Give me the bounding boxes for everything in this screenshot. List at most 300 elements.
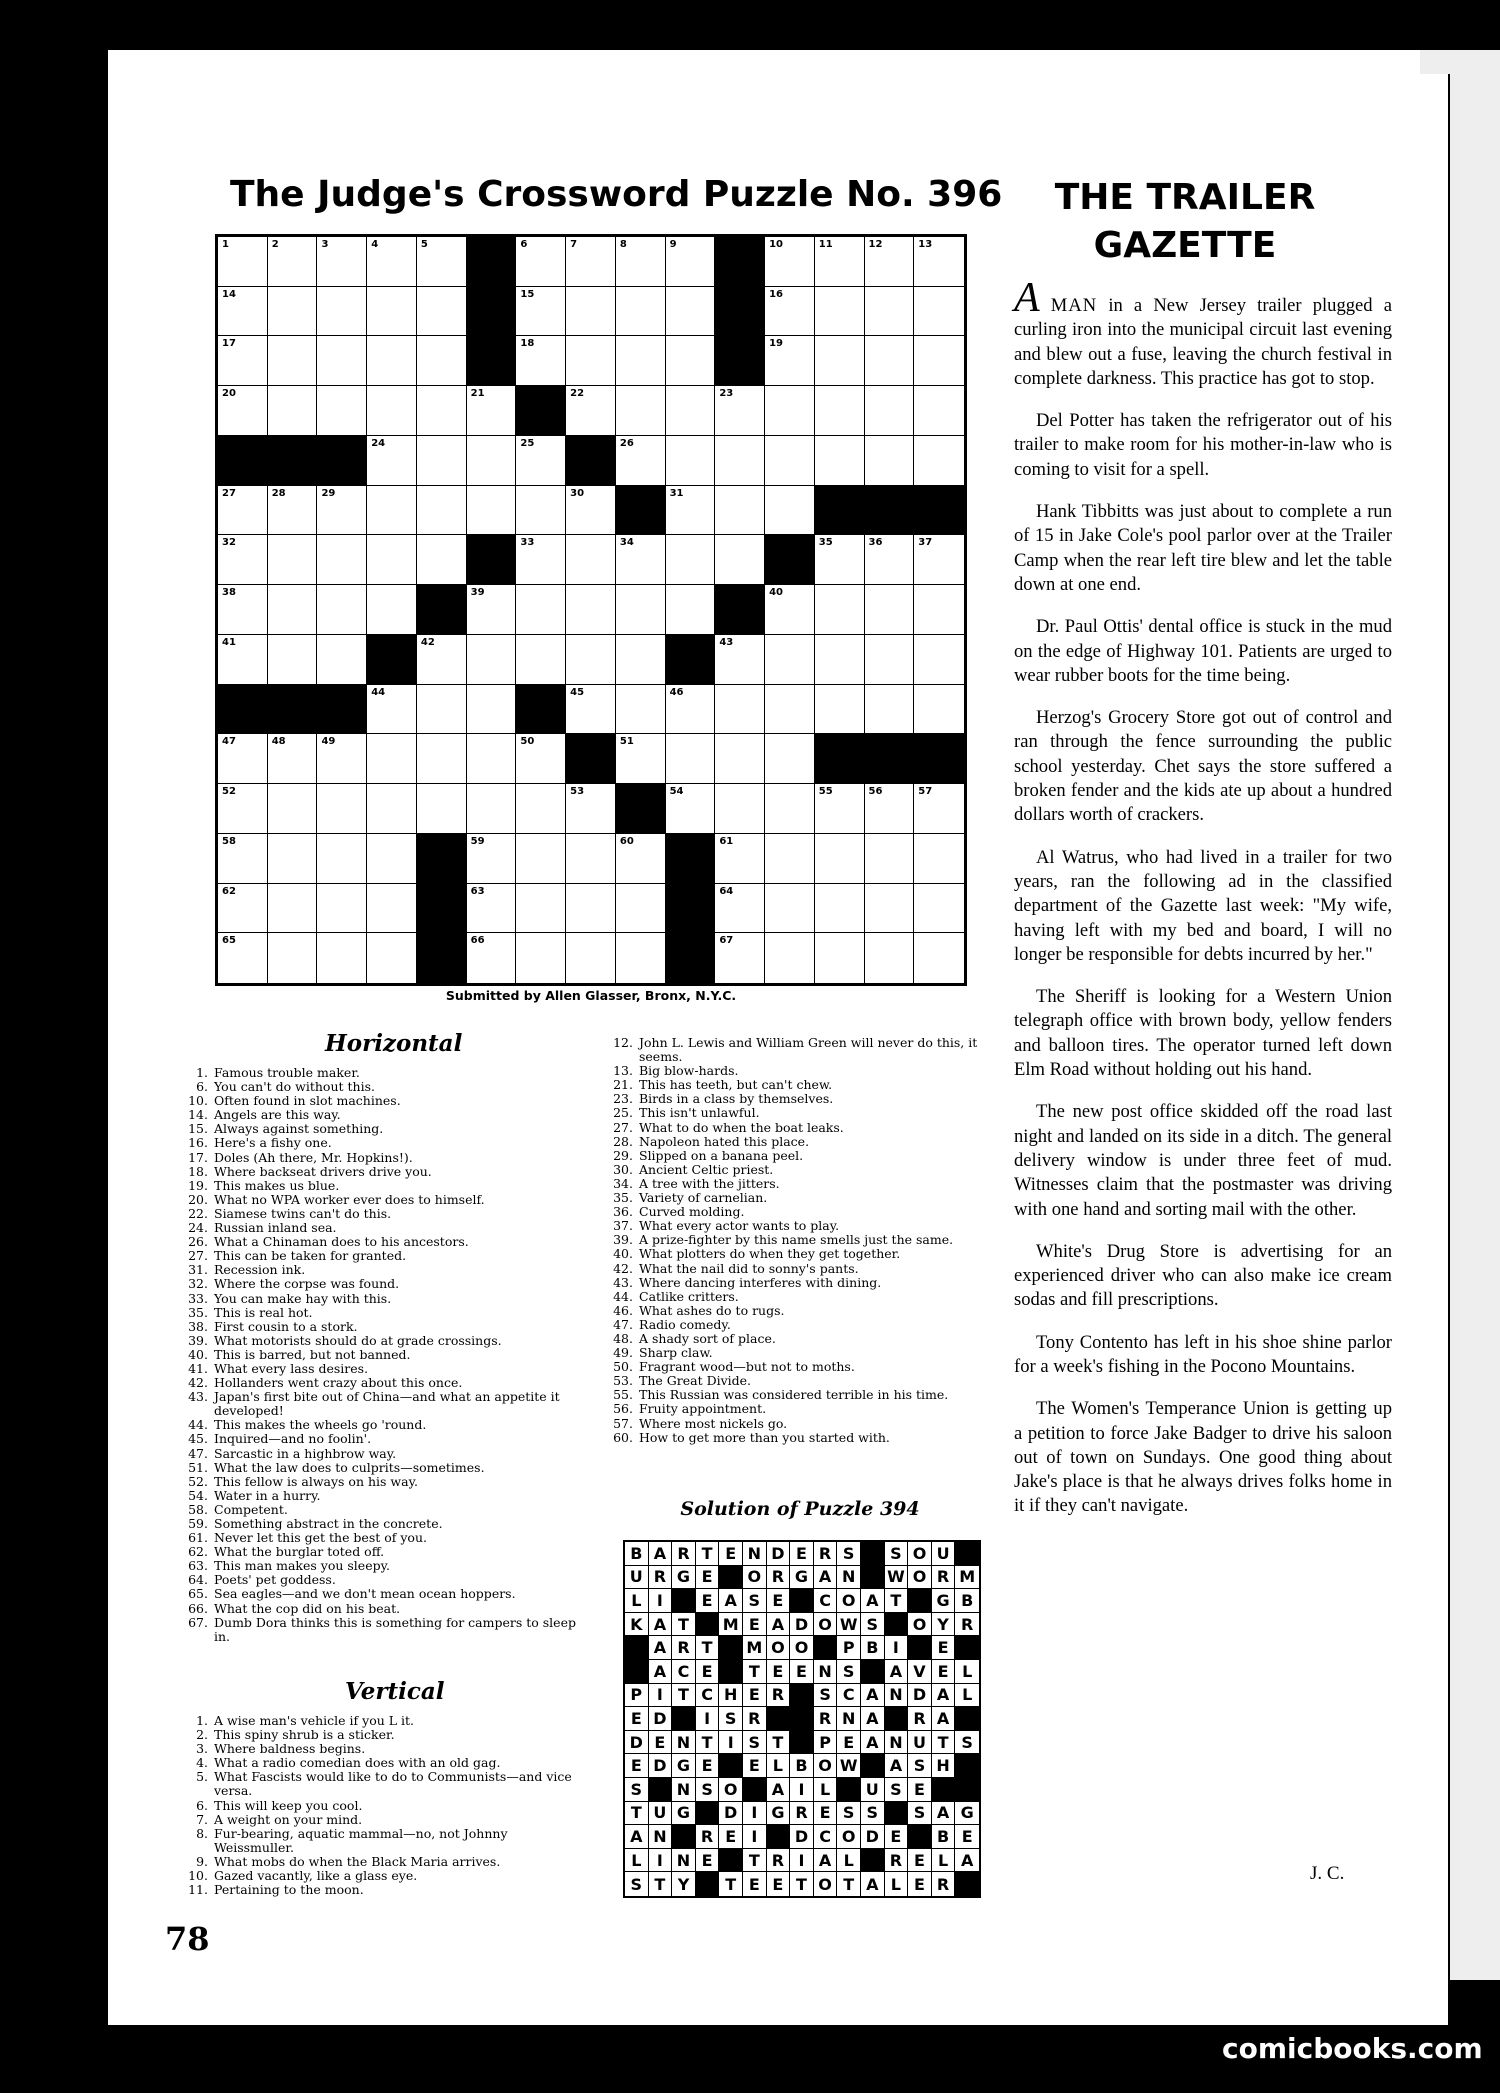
grid-cell bbox=[467, 585, 517, 635]
solution-cell bbox=[696, 1613, 720, 1637]
grid-cell bbox=[865, 486, 915, 536]
horizontal-clue bbox=[180, 1390, 580, 1418]
grid-cell bbox=[914, 237, 964, 287]
horizontal-clue bbox=[180, 1432, 580, 1446]
vertical-clue bbox=[605, 1318, 990, 1332]
grid-cell bbox=[865, 535, 915, 585]
clue-text: This is barred, but not banned. bbox=[214, 1346, 411, 1362]
solution-cell: A bbox=[861, 1872, 885, 1896]
solution-cell bbox=[955, 1707, 979, 1731]
cell-number: 1 bbox=[222, 239, 229, 250]
clue-number: 30. bbox=[613, 1161, 633, 1177]
grid-cell bbox=[367, 734, 417, 784]
solution-cell: K bbox=[625, 1613, 649, 1637]
gazette-paragraph: Herzog's Grocery Store got out of control and ran through the fence surrounding the public school yesterday. Chet says the store suffered a broken fender and the kids ate up about a hundred dollars worth of crackers. bbox=[1014, 707, 1392, 826]
solution-cell bbox=[955, 1542, 979, 1566]
grid-cell bbox=[417, 237, 467, 287]
grid-cell bbox=[218, 336, 268, 386]
grid-cell bbox=[268, 237, 318, 287]
grid-cell bbox=[516, 336, 566, 386]
grid-cell bbox=[467, 287, 517, 337]
vertical-clue bbox=[605, 1191, 990, 1205]
clue-text: Japan's first bite out of China—and what an appetite it developed! bbox=[214, 1389, 560, 1419]
grid-cell bbox=[268, 635, 318, 685]
clue-text: Where dancing interferes with dining. bbox=[639, 1274, 882, 1290]
solution-cell: W bbox=[837, 1613, 861, 1637]
clue-number: 51. bbox=[188, 1459, 208, 1475]
solution-cell: E bbox=[696, 1660, 720, 1684]
solution-cell bbox=[767, 1825, 791, 1849]
solution-cell: R bbox=[814, 1707, 838, 1731]
horizontal-clue bbox=[180, 1320, 580, 1334]
grid-cell bbox=[865, 635, 915, 685]
cell-number: 41 bbox=[222, 636, 236, 648]
clue-text: Often found in slot machines. bbox=[214, 1093, 401, 1109]
grid-cell bbox=[566, 734, 616, 784]
grid-cell bbox=[268, 784, 318, 834]
grid-cell bbox=[367, 585, 417, 635]
grid-cell bbox=[815, 585, 865, 635]
grid-cell bbox=[218, 486, 268, 536]
clue-text: Where the corpse was found. bbox=[214, 1276, 400, 1292]
vertical-clue bbox=[605, 1064, 990, 1078]
cell-number: 61 bbox=[719, 835, 734, 847]
clue-text: Inquired—and no foolin'. bbox=[214, 1431, 372, 1447]
solution-cell: T bbox=[837, 1872, 861, 1896]
vertical-clue bbox=[180, 1855, 580, 1869]
grid-cell bbox=[268, 535, 318, 585]
solution-cell: B bbox=[790, 1754, 814, 1778]
solution-cell: H bbox=[932, 1754, 956, 1778]
clue-text: What the law does to culprits—sometimes. bbox=[214, 1459, 485, 1475]
solution-cell: S bbox=[625, 1872, 649, 1896]
clue-text: Angels are this way. bbox=[214, 1107, 341, 1123]
grid-cell bbox=[865, 386, 915, 436]
grid-cell bbox=[865, 784, 915, 834]
cell-number: 35 bbox=[818, 537, 833, 549]
solution-cell: A bbox=[649, 1660, 673, 1684]
grid-cell bbox=[317, 535, 367, 585]
grid-cell bbox=[865, 237, 915, 287]
horizontal-clue bbox=[180, 1447, 580, 1461]
solution-cell: I bbox=[649, 1684, 673, 1708]
gazette-title-line-2: GAZETTE bbox=[1093, 225, 1277, 266]
clue-number: 4. bbox=[196, 1755, 208, 1771]
clue-text: This spiny shrub is a sticker. bbox=[214, 1727, 395, 1743]
clue-text: Dumb Dora thinks this is something for campers to sleep in. bbox=[214, 1614, 576, 1644]
cell-number: 37 bbox=[918, 537, 933, 549]
vertical-clue bbox=[180, 1728, 580, 1742]
cell-number: 23 bbox=[719, 388, 734, 400]
clue-number: 31. bbox=[188, 1262, 208, 1278]
solution-cell bbox=[719, 1636, 743, 1660]
clue-text: This has teeth, but can't chew. bbox=[639, 1077, 833, 1093]
clue-text: Pertaining to the moon. bbox=[214, 1882, 364, 1898]
clue-number: 58. bbox=[188, 1501, 208, 1517]
grid-cell bbox=[516, 635, 566, 685]
clue-number: 35. bbox=[613, 1190, 633, 1206]
clue-text: Ancient Celtic priest. bbox=[639, 1161, 774, 1177]
grid-cell bbox=[715, 585, 765, 635]
clue-number: 60. bbox=[613, 1429, 633, 1445]
grid-cell bbox=[765, 884, 815, 934]
horizontal-clue bbox=[180, 1376, 580, 1390]
solution-cell bbox=[861, 1566, 885, 1590]
grid-cell bbox=[317, 486, 367, 536]
gazette-title bbox=[1000, 174, 1370, 270]
solution-cell: R bbox=[649, 1566, 673, 1590]
vertical-clue bbox=[605, 1304, 990, 1318]
solution-cell: E bbox=[908, 1849, 932, 1873]
clue-number: 45. bbox=[188, 1431, 208, 1447]
solution-cell: D bbox=[625, 1731, 649, 1755]
clue-number: 14. bbox=[188, 1107, 208, 1123]
clue-number: 61. bbox=[188, 1530, 208, 1546]
grid-cell bbox=[516, 784, 566, 834]
grid-cell bbox=[417, 336, 467, 386]
solution-cell: N bbox=[672, 1731, 696, 1755]
grid-cell bbox=[914, 436, 964, 486]
clue-number: 54. bbox=[188, 1487, 208, 1503]
clue-text: A wise man's vehicle if you L it. bbox=[214, 1713, 415, 1728]
cell-number: 26 bbox=[619, 437, 634, 449]
clue-text: A tree with the jitters. bbox=[639, 1175, 780, 1191]
solution-cell: D bbox=[861, 1825, 885, 1849]
cell-number: 32 bbox=[222, 537, 236, 549]
solution-cell bbox=[719, 1754, 743, 1778]
clue-number: 48. bbox=[613, 1330, 633, 1346]
horizontal-clue bbox=[180, 1334, 580, 1348]
solution-cell: P bbox=[814, 1731, 838, 1755]
solution-cell: U bbox=[649, 1802, 673, 1826]
cell-number: 54 bbox=[669, 786, 684, 798]
grid-cell bbox=[516, 734, 566, 784]
grid-cell bbox=[218, 535, 268, 585]
clue-text: Fragrant wood—but not to moths. bbox=[639, 1359, 855, 1375]
solution-cell: A bbox=[767, 1778, 791, 1802]
horizontal-clue bbox=[180, 1207, 580, 1221]
solution-cell: C bbox=[814, 1825, 838, 1849]
clue-text: This man makes you sleepy. bbox=[214, 1558, 390, 1574]
clue-text: Variety of carnelian. bbox=[639, 1190, 768, 1206]
cell-number: 44 bbox=[371, 686, 386, 698]
solution-cell: E bbox=[719, 1825, 743, 1849]
clue-number: 63. bbox=[188, 1558, 208, 1574]
cell-number: 10 bbox=[769, 239, 783, 250]
clue-number: 42. bbox=[613, 1260, 633, 1276]
grid-cell bbox=[467, 336, 517, 386]
clue-number: 38. bbox=[188, 1318, 208, 1334]
horizontal-clue bbox=[180, 1066, 580, 1080]
grid-cell bbox=[218, 585, 268, 635]
grid-cell bbox=[914, 336, 964, 386]
cell-number: 15 bbox=[520, 288, 535, 300]
solution-cell: O bbox=[743, 1566, 767, 1590]
gazette-title-line-1: THE TRAILER bbox=[1054, 177, 1316, 218]
grid-cell bbox=[666, 884, 716, 934]
gazette-paragraph: Hank Tibbitts was just about to complete a run of 15 in Jake Cole's pool parlor over at the Trailer Camp when the rear left tire blew and let the table down at one end. bbox=[1014, 501, 1392, 595]
grid-cell bbox=[516, 884, 566, 934]
solution-cell bbox=[719, 1566, 743, 1590]
clue-text: This makes us blue. bbox=[214, 1177, 340, 1193]
solution-cell bbox=[885, 1613, 909, 1637]
clue-text: This is real hot. bbox=[214, 1304, 313, 1320]
solution-cell bbox=[908, 1636, 932, 1660]
grid-cell bbox=[467, 734, 517, 784]
solution-cell: S bbox=[837, 1542, 861, 1566]
grid-cell bbox=[666, 436, 716, 486]
solution-cell: B bbox=[955, 1589, 979, 1613]
grid-cell bbox=[914, 933, 964, 983]
clue-text: What a Chinaman does to his ancestors. bbox=[214, 1234, 469, 1250]
solution-cell: R bbox=[696, 1825, 720, 1849]
clue-number: 26. bbox=[188, 1234, 208, 1250]
clue-number: 9. bbox=[196, 1853, 208, 1869]
clue-number: 64. bbox=[188, 1572, 208, 1588]
solution-cell: R bbox=[743, 1707, 767, 1731]
clue-text: Catlike critters. bbox=[639, 1288, 739, 1304]
clue-number: 44. bbox=[613, 1288, 633, 1304]
grid-cell bbox=[765, 635, 815, 685]
vertical-clue bbox=[605, 1219, 990, 1233]
solution-cell: E bbox=[696, 1754, 720, 1778]
solution-cell: I bbox=[790, 1778, 814, 1802]
grid-cell bbox=[815, 834, 865, 884]
grid-cell bbox=[467, 237, 517, 287]
cell-number: 50 bbox=[520, 736, 535, 748]
horizontal-clue bbox=[180, 1122, 580, 1136]
cell-number: 13 bbox=[918, 239, 933, 250]
grid-cell bbox=[914, 535, 964, 585]
solution-cell: O bbox=[767, 1636, 791, 1660]
clue-text: The Great Divide. bbox=[639, 1373, 752, 1389]
solution-cell: C bbox=[837, 1684, 861, 1708]
vertical-clue bbox=[605, 1036, 990, 1064]
vertical-clue bbox=[605, 1431, 990, 1445]
horizontal-clue bbox=[180, 1573, 580, 1587]
grid-cell bbox=[367, 933, 417, 983]
grid-cell bbox=[317, 336, 367, 386]
clue-number: 33. bbox=[188, 1290, 208, 1306]
grid-cell bbox=[914, 386, 964, 436]
vertical-clue bbox=[605, 1247, 990, 1261]
solution-cell: O bbox=[814, 1872, 838, 1896]
vertical-clue-list bbox=[180, 1714, 580, 1897]
solution-cell: U bbox=[861, 1778, 885, 1802]
grid-cell bbox=[666, 486, 716, 536]
grid-cell bbox=[616, 535, 666, 585]
solution-cell: N bbox=[885, 1684, 909, 1708]
grid-cell bbox=[317, 585, 367, 635]
grid-cell bbox=[317, 635, 367, 685]
grid-cell bbox=[616, 734, 666, 784]
solution-cell bbox=[743, 1778, 767, 1802]
clue-number: 6. bbox=[196, 1797, 208, 1813]
vertical-clue bbox=[605, 1346, 990, 1360]
vertical-clue-list-continued bbox=[605, 1036, 990, 1445]
clue-text: What the cop did on his beat. bbox=[214, 1600, 401, 1616]
grid-cell bbox=[715, 237, 765, 287]
grid-cell bbox=[367, 386, 417, 436]
solution-cell: L bbox=[814, 1778, 838, 1802]
grid-cell bbox=[616, 933, 666, 983]
grid-cell bbox=[218, 635, 268, 685]
clue-text: John L. Lewis and William Green will never do this, it seems. bbox=[639, 1035, 978, 1065]
adjacent-page-edge bbox=[1450, 50, 1500, 1980]
solution-cell: R bbox=[672, 1636, 696, 1660]
grid-cell bbox=[417, 436, 467, 486]
vertical-clue bbox=[605, 1163, 990, 1177]
clue-text: This can be taken for granted. bbox=[214, 1248, 407, 1264]
grid-cell bbox=[616, 884, 666, 934]
grid-cell bbox=[666, 734, 716, 784]
solution-cell bbox=[625, 1636, 649, 1660]
horizontal-clue bbox=[180, 1348, 580, 1362]
grid-cell bbox=[516, 486, 566, 536]
vertical-heading: Vertical bbox=[345, 1678, 445, 1705]
solution-cell: C bbox=[696, 1684, 720, 1708]
clue-number: 1. bbox=[196, 1065, 208, 1080]
grid-cell bbox=[417, 734, 467, 784]
grid-cell bbox=[566, 585, 616, 635]
solution-cell: C bbox=[814, 1589, 838, 1613]
cell-number: 43 bbox=[719, 636, 734, 648]
clue-number: 34. bbox=[613, 1175, 633, 1191]
clue-number: 11. bbox=[188, 1882, 208, 1898]
horizontal-clue bbox=[180, 1249, 580, 1263]
grid-cell bbox=[317, 734, 367, 784]
clue-text: What motorists should do at grade crossings. bbox=[214, 1332, 502, 1348]
solution-cell: P bbox=[625, 1684, 649, 1708]
clue-number: 50. bbox=[613, 1359, 633, 1375]
cell-number: 28 bbox=[271, 487, 286, 499]
grid-cell bbox=[467, 486, 517, 536]
vertical-clue bbox=[180, 1770, 580, 1798]
clue-number: 39. bbox=[188, 1332, 208, 1348]
solution-cell: G bbox=[672, 1566, 696, 1590]
grid-cell bbox=[914, 486, 964, 536]
cell-number: 63 bbox=[470, 885, 485, 897]
grid-cell bbox=[218, 386, 268, 436]
clue-text: Here's a fishy one. bbox=[214, 1135, 332, 1151]
solution-cell bbox=[908, 1825, 932, 1849]
grid-cell bbox=[715, 436, 765, 486]
grid-cell bbox=[566, 933, 616, 983]
cell-number: 52 bbox=[222, 786, 236, 798]
grid-cell bbox=[914, 287, 964, 337]
cell-number: 53 bbox=[570, 786, 585, 798]
gazette-paragraph-lead bbox=[1014, 275, 1392, 391]
solution-cell: E bbox=[767, 1589, 791, 1613]
clue-number: 29. bbox=[613, 1147, 633, 1163]
cell-number: 60 bbox=[619, 835, 634, 847]
clue-number: 25. bbox=[613, 1105, 633, 1121]
vertical-clue bbox=[605, 1106, 990, 1120]
grid-cell bbox=[666, 287, 716, 337]
lead-text: in a New Jersey trailer plugged a curling iron into the municipal circuit last evening and blew out a fuse, leaving the church festival in complete darkness. This practice has got to stop. bbox=[1014, 295, 1392, 389]
cell-number: 47 bbox=[222, 736, 236, 748]
clue-text: You can't do without this. bbox=[214, 1079, 375, 1095]
clue-text: What every lass desires. bbox=[214, 1360, 369, 1376]
solution-cell: S bbox=[743, 1589, 767, 1613]
horizontal-clue bbox=[180, 1531, 580, 1545]
grid-cell bbox=[367, 436, 417, 486]
clue-number: 27. bbox=[613, 1119, 633, 1135]
grid-cell bbox=[367, 287, 417, 337]
horizontal-clue-list bbox=[180, 1066, 580, 1644]
clue-text: Where most nickels go. bbox=[639, 1415, 788, 1431]
grid-cell bbox=[467, 535, 517, 585]
grid-cell bbox=[566, 486, 616, 536]
solution-cell bbox=[955, 1778, 979, 1802]
clue-text: Fruity appointment. bbox=[639, 1401, 767, 1417]
vertical-clue bbox=[605, 1332, 990, 1346]
clue-number: 22. bbox=[188, 1205, 208, 1221]
horizontal-clue bbox=[180, 1587, 580, 1601]
grid-cell bbox=[914, 834, 964, 884]
grid-cell bbox=[367, 535, 417, 585]
solution-cell: R bbox=[767, 1566, 791, 1590]
grid-cell bbox=[417, 784, 467, 834]
solution-cell: A bbox=[649, 1636, 673, 1660]
grid-cell bbox=[218, 784, 268, 834]
grid-cell bbox=[516, 933, 566, 983]
solution-cell: T bbox=[696, 1731, 720, 1755]
clue-number: 55. bbox=[613, 1387, 633, 1403]
solution-cell: A bbox=[649, 1542, 673, 1566]
solution-cell: T bbox=[767, 1731, 791, 1755]
vertical-clue bbox=[605, 1205, 990, 1219]
clue-number: 5. bbox=[196, 1769, 208, 1785]
grid-cell bbox=[616, 486, 666, 536]
clue-number: 49. bbox=[613, 1345, 633, 1361]
grid-cell bbox=[666, 336, 716, 386]
solution-cell bbox=[885, 1707, 909, 1731]
solution-cell: O bbox=[908, 1566, 932, 1590]
grid-cell bbox=[715, 386, 765, 436]
cell-number: 36 bbox=[868, 537, 883, 549]
solution-cell bbox=[861, 1849, 885, 1873]
solution-cell bbox=[932, 1778, 956, 1802]
cell-number: 34 bbox=[619, 537, 634, 549]
cell-number: 31 bbox=[669, 487, 684, 499]
solution-cell: A bbox=[649, 1613, 673, 1637]
vertical-clue bbox=[605, 1360, 990, 1374]
grid-cell bbox=[317, 237, 367, 287]
horizontal-clue bbox=[180, 1151, 580, 1165]
grid-cell bbox=[268, 436, 318, 486]
solution-cell: I bbox=[696, 1707, 720, 1731]
solution-cell: L bbox=[955, 1660, 979, 1684]
solution-cell: R bbox=[955, 1613, 979, 1637]
grid-cell bbox=[666, 237, 716, 287]
vertical-clue bbox=[605, 1135, 990, 1149]
grid-cell bbox=[516, 535, 566, 585]
clue-number: 59. bbox=[188, 1516, 208, 1531]
solution-cell: E bbox=[932, 1636, 956, 1660]
grid-cell bbox=[367, 884, 417, 934]
grid-cell bbox=[914, 585, 964, 635]
solution-cell: E bbox=[790, 1542, 814, 1566]
cell-number: 67 bbox=[719, 935, 734, 947]
grid-cell bbox=[865, 685, 915, 735]
clue-text: Famous trouble maker. bbox=[214, 1065, 360, 1080]
solution-cell: W bbox=[885, 1566, 909, 1590]
grid-cell bbox=[815, 237, 865, 287]
grid-cell bbox=[367, 336, 417, 386]
solution-cell: E bbox=[625, 1754, 649, 1778]
clue-number: 1. bbox=[196, 1713, 208, 1728]
